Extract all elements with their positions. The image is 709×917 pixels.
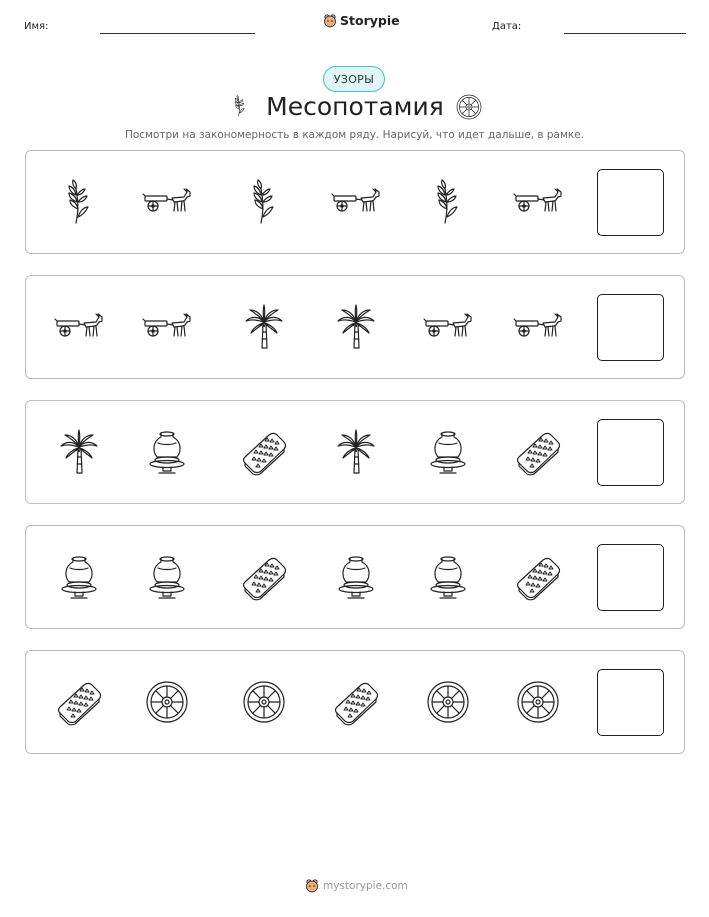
name-line[interactable] — [100, 33, 255, 34]
horse-cart-icon — [423, 302, 473, 352]
horse-cart-icon — [142, 302, 192, 352]
page-title: Месопотамия — [266, 92, 444, 121]
pottery-icon — [142, 552, 192, 602]
wheel-icon — [423, 677, 473, 727]
clay-tablet-icon — [513, 427, 563, 477]
pattern-row-5 — [25, 650, 685, 754]
category-badge: УЗОРЫ — [323, 66, 385, 92]
instruction-text: Посмотри на закономерность в каждом ряду. Нарисуй, что идет дальше, в рамке. — [124, 129, 585, 141]
brand-logo — [323, 13, 400, 28]
pottery-icon — [331, 552, 381, 602]
pottery-icon — [423, 552, 473, 602]
horse-cart-icon — [513, 302, 563, 352]
answer-box[interactable] — [597, 544, 664, 611]
horse-cart-icon — [54, 302, 104, 352]
answer-box[interactable] — [597, 669, 664, 736]
answer-box[interactable] — [597, 419, 664, 486]
pattern-row-4 — [25, 525, 685, 629]
title-wheel-icon — [454, 92, 484, 126]
pattern-row-2 — [25, 275, 685, 379]
pattern-row-1 — [25, 150, 685, 254]
horse-cart-icon — [331, 177, 381, 227]
pottery-icon — [142, 427, 192, 477]
horse-cart-icon — [513, 177, 563, 227]
wheat-icon — [54, 177, 104, 227]
storypie-mascot-icon — [323, 13, 337, 28]
wheel-icon — [239, 677, 289, 727]
pattern-row-3 — [25, 400, 685, 504]
clay-tablet-icon — [239, 427, 289, 477]
wheel-icon — [513, 677, 563, 727]
answer-box[interactable] — [597, 169, 664, 236]
pottery-icon — [423, 427, 473, 477]
clay-tablet-icon — [239, 552, 289, 602]
pottery-icon — [54, 552, 104, 602]
brand-name: Storypie — [340, 13, 400, 28]
palm-tree-icon — [54, 427, 104, 477]
clay-tablet-icon — [331, 677, 381, 727]
answer-box[interactable] — [597, 294, 664, 361]
footer-mascot-icon — [305, 878, 319, 893]
footer-site[interactable]: mystorypie.com — [323, 879, 408, 892]
name-label: Имя: — [24, 21, 49, 32]
date-line[interactable] — [564, 33, 686, 34]
clay-tablet-icon — [513, 552, 563, 602]
footer — [305, 878, 408, 893]
wheel-icon — [142, 677, 192, 727]
clay-tablet-icon — [54, 677, 104, 727]
wheat-icon — [239, 177, 289, 227]
date-label: Дата: — [492, 21, 522, 32]
palm-tree-icon — [239, 302, 289, 352]
palm-tree-icon — [331, 427, 381, 477]
palm-tree-icon — [331, 302, 381, 352]
wheat-icon — [423, 177, 473, 227]
title-wheat-icon — [228, 90, 252, 126]
horse-cart-icon — [142, 177, 192, 227]
